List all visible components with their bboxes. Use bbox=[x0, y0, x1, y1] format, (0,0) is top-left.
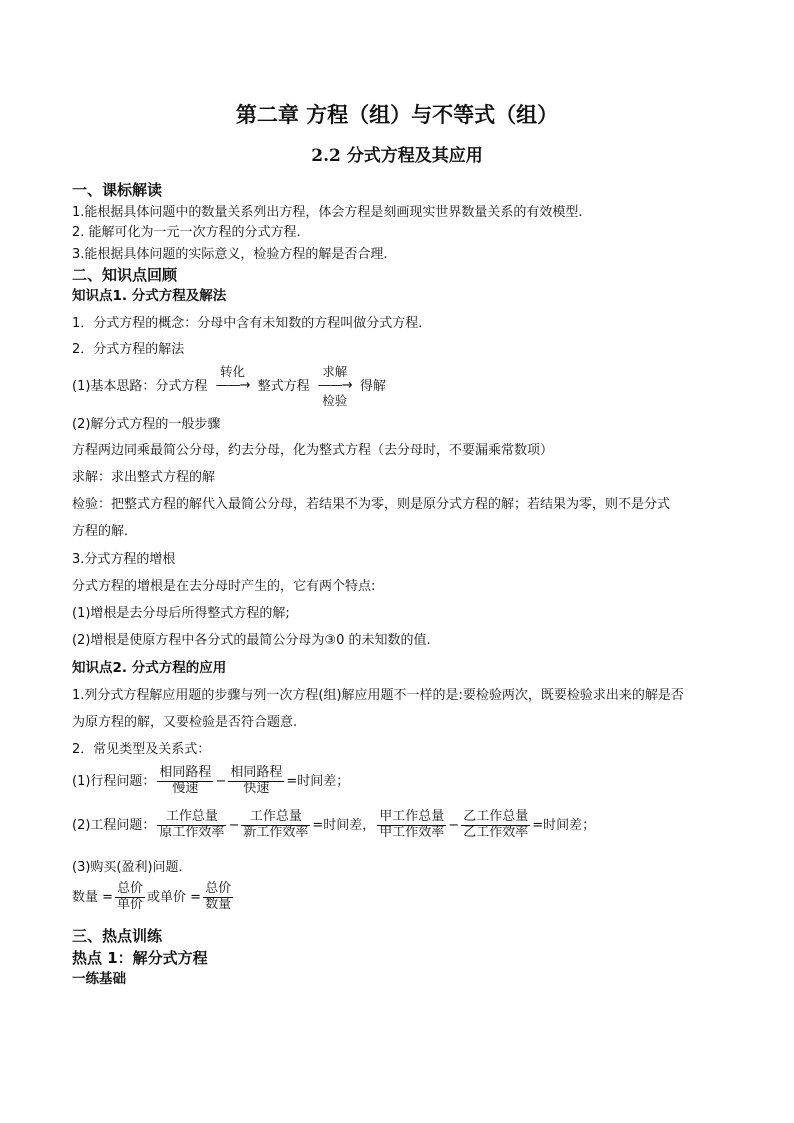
kp1-step-1: 方程两边同乘最简公分母，约去分母，化为整式方程（去分母时，不要漏乘常数项） bbox=[72, 443, 554, 458]
qty-f1-num: 总价 bbox=[117, 881, 144, 896]
heading-review: 二、知识点回顾 bbox=[72, 266, 178, 284]
travel-f1-num: 相同路程 bbox=[159, 765, 212, 780]
work-fraction-3 bbox=[377, 810, 446, 841]
kp1-idea-line bbox=[72, 364, 386, 408]
work-f1-num: 工作总量 bbox=[157, 810, 226, 826]
kp1-method: 2．分式方程的解法 bbox=[72, 342, 185, 357]
idea-suffix: 得解 bbox=[359, 378, 386, 394]
heading-practice: 一练基础 bbox=[72, 971, 126, 987]
work-formula bbox=[72, 810, 595, 841]
idea-mid: 整式方程 bbox=[257, 378, 310, 394]
qty-fraction-1 bbox=[115, 882, 145, 913]
qty-f2-num: 总价 bbox=[205, 881, 232, 896]
curriculum-item-1: 1.能根据具体问题中的数量关系列出方程，体会方程是刻画现实世界数量关系的有效模型. bbox=[72, 205, 583, 220]
work-minus-2: − bbox=[448, 817, 460, 833]
kp1-extra-title: 3.分式方程的增根 bbox=[72, 552, 176, 567]
qty-f2-den: 数量 bbox=[205, 896, 232, 912]
work-minus: − bbox=[228, 817, 240, 833]
kp1-extra-2: (2)增根是使原方程中各分式的最简公分母为③0 的未知数的值. bbox=[72, 633, 431, 648]
curriculum-item-2: 2. 能解可化为一元一次方程的分式方程. bbox=[72, 225, 301, 240]
travel-formula bbox=[72, 766, 349, 797]
kp1-extra-desc: 分式方程的增根是在去分母时产生的，它有两个特点: bbox=[72, 579, 376, 594]
travel-f1-den: 慢速 bbox=[172, 780, 199, 796]
travel-fraction-fast bbox=[228, 766, 284, 797]
work-fraction-1 bbox=[157, 810, 226, 841]
work-f3-num: 甲工作总量 bbox=[379, 809, 445, 824]
kp2-desc-line2: 为原方程的解，又要检验是否符合题意. bbox=[72, 715, 298, 730]
idea-prefix: (1)基本思路：分式方程 bbox=[72, 378, 208, 394]
solve-label: 求解 bbox=[322, 364, 348, 379]
section-title: 2.2 分式方程及其应用 bbox=[311, 146, 483, 166]
curriculum-item-3: 3.能根据具体问题的实际意义，检验方程的解是否合理. bbox=[72, 247, 388, 262]
kp1-step-2: 求解：求出整式方程的解 bbox=[72, 470, 216, 485]
work-f4-den: 乙工作效率 bbox=[463, 824, 529, 840]
chapter-title: 第二章 方程（组）与不等式（组） bbox=[235, 102, 559, 127]
qty-fraction-2 bbox=[203, 882, 233, 913]
work-suffix: =时间差； bbox=[532, 817, 596, 833]
kp1-step-3-line1: 检验：把整式方程的解代入最简公分母，若结果不为零，则是原分式方程的解；若结果为零，则不是分式 bbox=[72, 497, 671, 512]
kp2-buy: (3)购买(盈利)问题． bbox=[72, 860, 192, 875]
qty-prefix: 数量 = bbox=[72, 889, 114, 905]
quantity-formula bbox=[72, 882, 235, 913]
work-f2-den: 新工作效率 bbox=[243, 824, 309, 840]
heading-kp2: 知识点2. 分式方程的应用 bbox=[72, 660, 227, 676]
work-fraction-2 bbox=[241, 810, 310, 841]
kp1-steps-title: (2)解分式方程的一般步骤 bbox=[72, 417, 221, 432]
kp2-desc-line1: 1.列分式方程解应用题的步骤与列一次方程(组)解应用题不一样的是:要检验两次，既要检验求出来的解是否 bbox=[72, 688, 684, 703]
arrow-1: ——→ bbox=[215, 378, 250, 393]
work-f3-den: 甲工作效率 bbox=[379, 824, 445, 840]
kp1-extra-1: (1)增根是去分母后所得整式方程的解; bbox=[72, 606, 290, 621]
transform-arrow bbox=[216, 364, 250, 408]
check-label: 检验 bbox=[322, 393, 348, 409]
heading-kp1: 知识点1. 分式方程及解法 bbox=[72, 288, 227, 304]
qty-f1-den: 单价 bbox=[117, 896, 144, 912]
work-mid: =时间差， bbox=[312, 817, 376, 833]
work-f4-num: 乙工作总量 bbox=[463, 809, 529, 824]
travel-fraction-slow bbox=[157, 766, 213, 797]
travel-f2-num: 相同路程 bbox=[230, 765, 283, 780]
travel-f2-den: 快速 bbox=[243, 780, 270, 796]
heading-hot-1: 热点 1：解分式方程 bbox=[72, 949, 208, 967]
travel-minus: − bbox=[215, 773, 227, 789]
kp2-types: 2．常见类型及关系式： bbox=[72, 742, 211, 757]
transform-label: 转化 bbox=[220, 364, 246, 379]
heading-curriculum: 一、课标解读 bbox=[72, 181, 163, 199]
work-f1-den: 原工作效率 bbox=[159, 824, 225, 840]
kp1-concept: 1．分式方程的概念：分母中含有未知数的方程叫做分式方程． bbox=[72, 316, 432, 331]
work-fraction-4 bbox=[461, 810, 530, 841]
arrow-2: ——→ bbox=[317, 378, 352, 393]
qty-mid: 或单价 = bbox=[147, 889, 202, 905]
travel-prefix: (1)行程问题： bbox=[72, 773, 156, 789]
work-f2-num: 工作总量 bbox=[241, 810, 310, 826]
work-prefix: (2)工程问题： bbox=[72, 817, 156, 833]
solve-arrow bbox=[318, 364, 352, 408]
travel-suffix: =时间差； bbox=[286, 773, 350, 789]
heading-hot-training: 三、热点训练 bbox=[72, 927, 163, 945]
kp1-step-3-line2: 方程的解． bbox=[72, 524, 138, 539]
